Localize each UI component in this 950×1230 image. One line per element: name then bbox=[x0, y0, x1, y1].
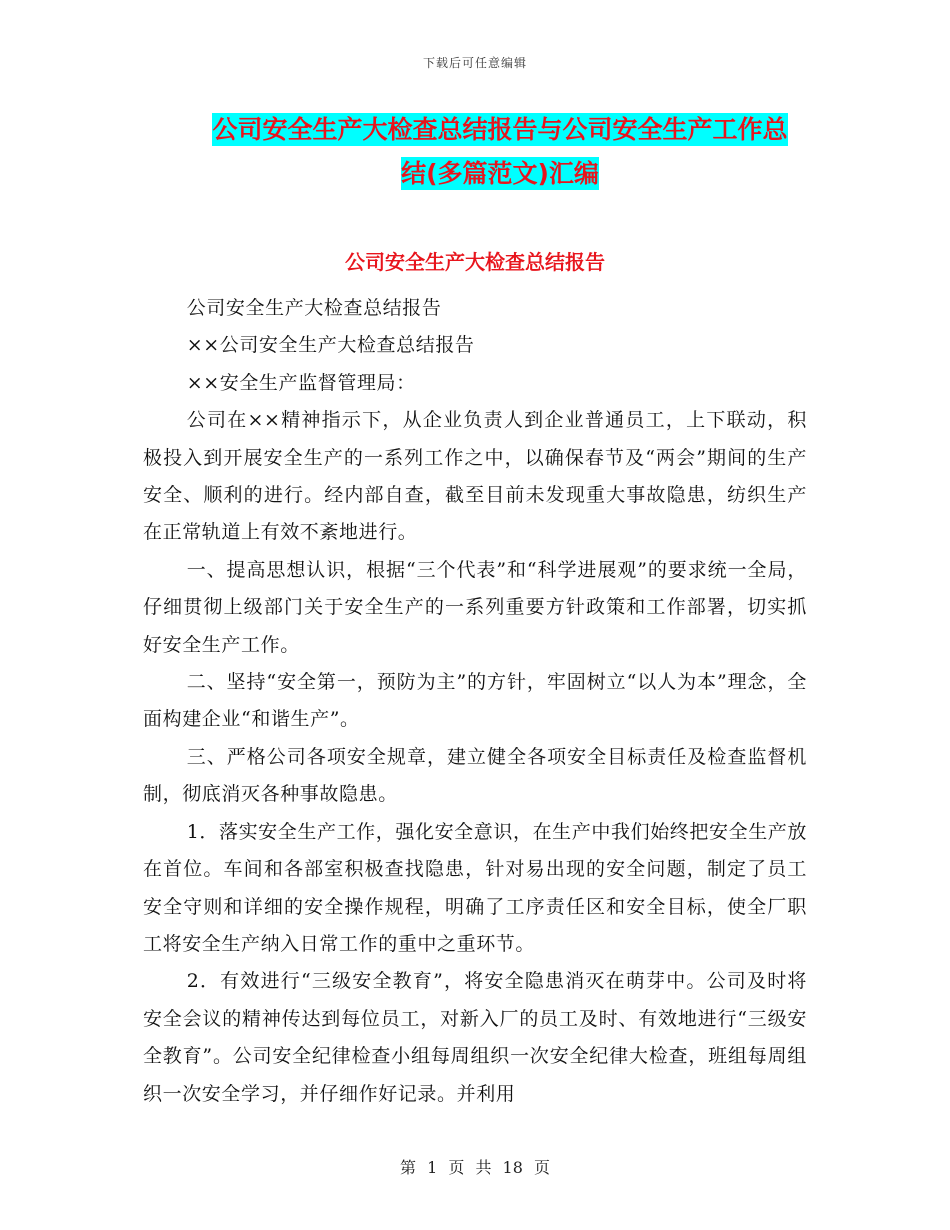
document-title-line-1: 公司安全生产大检查总结报告与公司安全生产工作总 bbox=[212, 115, 788, 144]
paragraph: 公司安全生产大检查总结报告 bbox=[186, 297, 442, 319]
paragraph: 一、提高思想认识，根据“三个代表”和“科学进展观”的要求统一全局，仔细贯彻上级部门关于安全生产的一系列重要方针政策和工作部署，切实抓好安全生产工作。 bbox=[143, 558, 807, 656]
paragraph: 公司在××精神指示下，从企业负责人到企业普通员工，上下联动，积极投入到开展安全生产的一系列工作之中，以确保春节及“两会”期间的生产安全、顺利的进行。经内部自查，截至目前未发现重大事故隐患，纺织生产在正常轨道上有效不紊地进行。 bbox=[143, 409, 807, 544]
paragraph: 2．有效进行“三级安全教育”，将安全隐患消灭在萌芽中。公司及时将安全会议的精神传达到每位员工，对新入厂的员工及时、有效地进行“三级安全教育”。公司安全纪律检查小组每周组织一次安全纪律大检查，班组每周组织一次安全学习，并仔细作好记录。并利用 bbox=[143, 970, 807, 1105]
section-heading: 公司安全生产大检查总结报告 bbox=[345, 250, 605, 274]
paragraph: 1．落实安全生产工作，强化安全意识，在生产中我们始终把安全生产放在首位。车间和各部室积极查找隐患，针对易出现的安全问题，制定了员工安全守则和详细的安全操作规程，明确了工序责任区和安全目标，使全厂职工将安全生产纳入日常工作的重中之重环节。 bbox=[143, 820, 807, 955]
document-title-line-2: 结(多篇范文)汇编 bbox=[401, 159, 599, 188]
paragraph: 二、坚持“安全第一，预防为主”的方针，牢固树立“以人为本”理念，全面构建企业“和谐生产”。 bbox=[143, 671, 807, 731]
header-note: 下载后可任意编辑 bbox=[422, 56, 527, 70]
page-footer: 第 1 页 共 18 页 bbox=[400, 1158, 550, 1177]
document-title bbox=[190, 108, 810, 196]
paragraph: ××公司安全生产大检查总结报告 bbox=[186, 334, 475, 357]
paragraph: ××安全生产监督管理局： bbox=[186, 371, 416, 394]
document-body bbox=[143, 290, 807, 1113]
paragraph: 三、严格公司各项安全规章，建立健全各项安全目标责任及检查监督机制，彻底消灭各种事故隐患。 bbox=[143, 745, 807, 806]
